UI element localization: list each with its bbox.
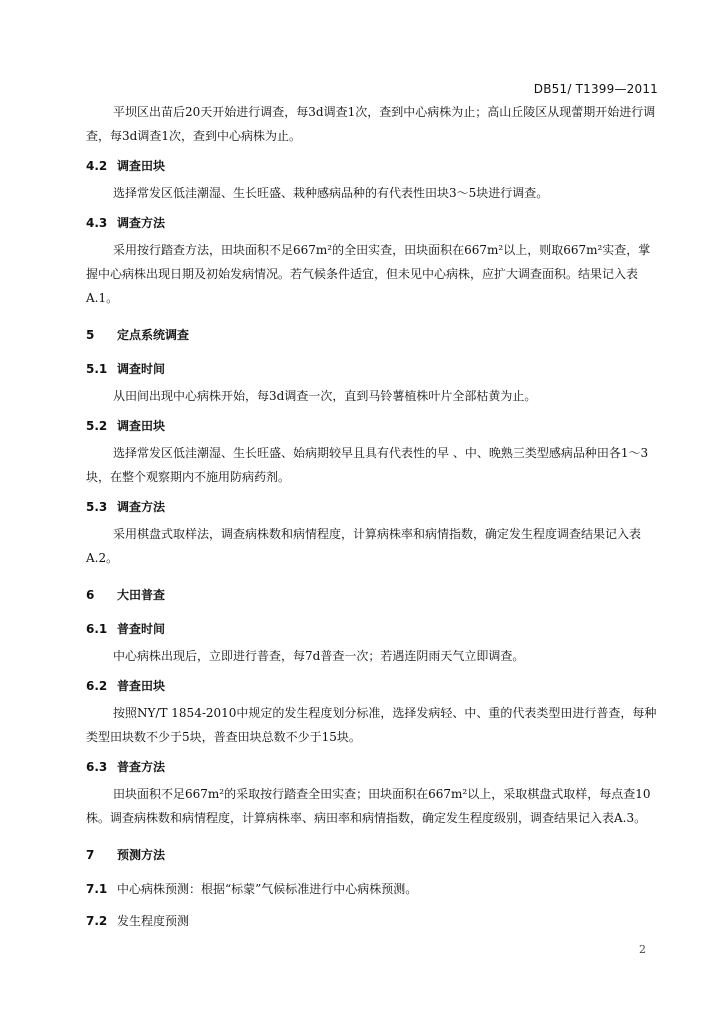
paragraph: 选择常发区低洼潮湿、生长旺盛、始病期较早且具有代表性的早 、中、晚熟三类型感病品种田各1～3块，在整个观察期内不施用防病药剂。 bbox=[86, 446, 649, 484]
document-code: DB51/ T1399—2011 bbox=[533, 82, 658, 96]
section-heading-5-1: 5.1 调查时间 bbox=[86, 362, 166, 376]
paragraph: 平坝区出苗后20天开始进行调查，每3d调查1次，查到中心病株为止；高山丘陵区从现蕾期开始进行调查，每3d调查1次，查到中心病株为止。 bbox=[86, 105, 656, 143]
paragraph: 按照NY/T 1854-2010中规定的发生程度划分标准，选择发病轻、中、重的代表类型田进行普查，每种类型田块数不少于5块，普查田块总数不少于15块。 bbox=[86, 706, 657, 744]
paragraph: 采用棋盘式取样法，调查病株数和病情程度，计算病株率和病情指数，确定发生程度调查结果记入表A.2。 bbox=[86, 527, 642, 565]
paragraph: 从田间出现中心病株开始，每3d调查一次，直到马铃薯植株叶片全部枯黄为止。 bbox=[113, 389, 537, 403]
paragraph: 田块面积不足667m²的采取按行踏查全田实查；田块面积在667m²以上，采取棋盘式取样，每点查10株。调查病株数和病情程度，计算病株率、病田率和病情指数，确定发生程度级别，调查结果记入表A.3。 bbox=[86, 787, 651, 825]
section-heading-6-3: 6.3 普查方法 bbox=[86, 760, 166, 774]
section-heading-5-2: 5.2 调查田块 bbox=[86, 419, 166, 433]
chapter-heading-5: 5 定点系统调查 bbox=[86, 328, 190, 342]
paragraph: 中心病株出现后，立即进行普查，每7d普查一次；若遇连阴雨天气立即调查。 bbox=[113, 649, 525, 663]
paragraph: 选择常发区低洼潮湿、生长旺盛、栽种感病品种的有代表性田块3～5块进行调查。 bbox=[113, 186, 549, 200]
section-heading-6-2: 6.2 普查田块 bbox=[86, 679, 166, 693]
section-heading-4-3: 4.3 调查方法 bbox=[86, 216, 166, 230]
section-7-2: 7.2 发生程度预测 bbox=[86, 914, 190, 928]
section-7-1: 7.1 中心病株预测：根据“标蒙”气候标准进行中心病株预测。 bbox=[86, 882, 418, 896]
section-heading-5-3: 5.3 调查方法 bbox=[86, 500, 166, 514]
section-heading-6-1: 6.1 普查时间 bbox=[86, 622, 166, 636]
paragraph: 采用按行踏查方法，田块面积不足667m²的全田实查，田块面积在667m²以上，则取667m²实查，掌握中心病株出现日期及初始发病情况。若气候条件适宜，但未见中心病株，应扩大调查面积。结果记入表A.1。 bbox=[86, 243, 651, 305]
section-heading-4-2: 4.2 调查田块 bbox=[86, 159, 166, 173]
document-body bbox=[86, 100, 658, 930]
chapter-heading-6: 6 大田普查 bbox=[86, 588, 166, 602]
chapter-heading-7: 7 预测方法 bbox=[86, 848, 166, 862]
page-number: 2 bbox=[639, 943, 646, 956]
